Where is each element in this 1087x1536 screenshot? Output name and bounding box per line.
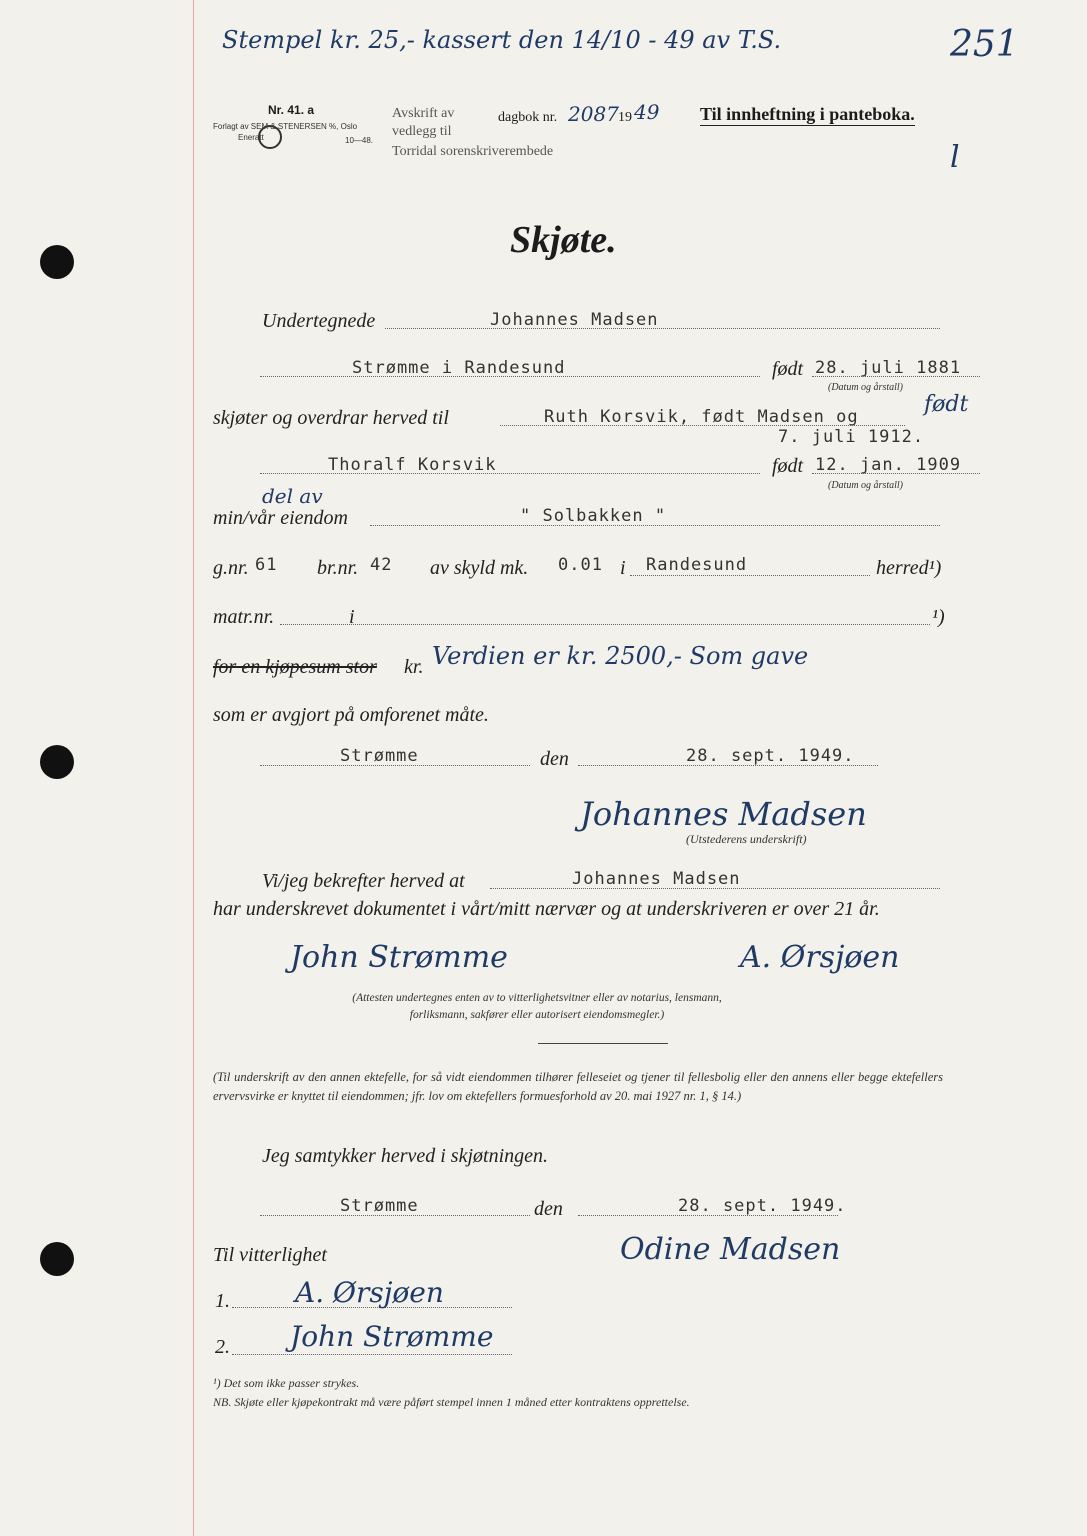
dagbok-year: 49 xyxy=(634,100,660,124)
dotted-line xyxy=(232,1354,512,1355)
grantee-fodt-handwritten: født xyxy=(924,392,969,417)
brnr-value: 42 xyxy=(370,555,393,575)
grantor-birth: 28. juli 1881 xyxy=(815,358,962,378)
footnote-2: NB. Skjøte eller kjøpekontrakt må være påført stempel innen 1 måned etter kontraktens opprettelse. xyxy=(213,1395,690,1409)
spouse-date: 28. sept. 1949. xyxy=(678,1196,847,1216)
spouse-place: Strømme xyxy=(340,1196,419,1216)
dotted-line xyxy=(490,888,940,889)
witness-signature-1: John Strømme xyxy=(290,940,508,975)
grantor-signature: Johannes Madsen xyxy=(580,795,867,833)
dotted-line xyxy=(385,328,940,329)
witness-number-2: 2. xyxy=(215,1336,230,1358)
undertegnede-label: Undertegnede xyxy=(262,310,376,332)
dotted-line xyxy=(280,624,930,625)
datum-caption: (Datum og årstall) xyxy=(828,382,903,393)
fodt-label: født xyxy=(772,358,804,380)
stamp-vedlegg: vedlegg til xyxy=(392,124,452,139)
herred-label: herred¹) xyxy=(876,557,942,579)
attest-name: Johannes Madsen xyxy=(572,869,741,889)
dotted-line xyxy=(812,473,980,474)
dotted-line xyxy=(260,376,760,377)
margin-mark: l xyxy=(950,140,960,175)
signature-caption: (Utstederens underskrift) xyxy=(686,832,807,846)
publisher-line: Forlagt av SEM & STENERSEN %, Oslo xyxy=(213,122,358,131)
attest-statement: har underskrevet dokumentet i vårt/mitt nærvær og at underskriveren er over 21 år. xyxy=(213,898,880,920)
i-label: i xyxy=(620,557,626,579)
publisher-date: 10—48. xyxy=(345,136,374,145)
stamp-avskrift: Avskrift av xyxy=(392,106,455,121)
dagbok-year-prefix: 19 xyxy=(618,110,632,125)
page-number: 251 xyxy=(950,24,1019,65)
grantee2-birth: 12. jan. 1909 xyxy=(815,455,962,475)
grantor-name: Johannes Madsen xyxy=(490,310,659,330)
gnr-value: 61 xyxy=(255,555,278,575)
punch-hole xyxy=(40,745,74,779)
spouse-witness-1-signature: A. Ørsjøen xyxy=(295,1276,444,1309)
skyld-label: av skyld mk. xyxy=(430,557,529,579)
matr-i-label: i xyxy=(349,606,355,628)
grantee-birth: 7. juli 1912. xyxy=(778,427,925,447)
til-vitterlighet: Til vitterlighet xyxy=(213,1244,327,1266)
spouse-witness-2-signature: John Strømme xyxy=(290,1320,494,1353)
dotted-line xyxy=(500,425,905,426)
attest-label: Vi/jeg bekrefter herved at xyxy=(262,870,465,892)
witness-number-1: 1. xyxy=(215,1290,230,1312)
brnr-label: br.nr. xyxy=(317,557,359,579)
dotted-line xyxy=(630,575,870,576)
grantee2-name: Thoralf Korsvik xyxy=(328,455,497,475)
kr-label: kr. xyxy=(404,656,424,678)
herred-name: Randesund xyxy=(646,555,748,575)
dotted-line xyxy=(260,765,530,766)
form-number: Nr. 41. a xyxy=(268,103,315,117)
punch-hole xyxy=(40,245,74,279)
spouse-signature: Odine Madsen xyxy=(620,1232,841,1267)
matr-sup: ¹) xyxy=(932,606,945,628)
publisher-logo-icon xyxy=(258,125,282,149)
document-title: Skjøte. xyxy=(510,219,617,261)
publisher-line-2: Eneratt xyxy=(238,133,264,142)
avgjort-text: som er avgjort på omforenet måte. xyxy=(213,704,489,726)
dagbok-number: 2087 xyxy=(568,102,619,126)
del-av-handwritten: del av xyxy=(262,484,323,508)
consent-text: Jeg samtykker herved i skjøtningen. xyxy=(262,1145,549,1167)
divider xyxy=(538,1043,668,1044)
dotted-line xyxy=(260,1215,530,1216)
signing-place: Strømme xyxy=(340,746,419,766)
spouse-note: (Til underskrift av den annen ektefelle, for så vidt eiendommen tilhører felleseiet og tjener til fellesbolig eller den annens eller begge ektefellers ervervsvirke er knyttet til eiendommen; jfr. lov om ektefellers formuesforhold av 20. mai 1927 nr. 1, § 14.) xyxy=(213,1070,943,1103)
datum-caption-2: (Datum og årstall) xyxy=(828,480,903,491)
skjoter-label: skjøter og overdrar herved til xyxy=(213,407,449,429)
grantee-line: Ruth Korsvik, født Madsen og xyxy=(544,407,859,427)
footnote-1: ¹) Det som ikke passer strykes. xyxy=(213,1376,360,1390)
dotted-line xyxy=(578,765,878,766)
den-label: den xyxy=(540,748,569,770)
dotted-line xyxy=(370,525,940,526)
dagbok-label: dagbok nr. xyxy=(498,110,558,125)
stamp-court: Torridal sorenskriverembede xyxy=(392,144,554,159)
property-name: " Solbakken " xyxy=(520,506,667,526)
dotted-line xyxy=(578,1215,838,1216)
signing-date: 28. sept. 1949. xyxy=(686,746,855,766)
witness-signature-2: A. Ørsjøen xyxy=(740,940,900,975)
grantor-address: Strømme i Randesund xyxy=(352,358,566,378)
gnr-label: g.nr. xyxy=(213,557,249,579)
handwritten-stamp-note: Stempel kr. 25,- kassert den 14/10 - 49 av T.S. xyxy=(222,26,782,54)
attest-caption: (Attesten undertegnes enten av to vitterlighetsvitner eller av notarius, lensmann, forliksmann, sakfører eller autorisert eiendomsmegler.) xyxy=(352,992,722,1021)
dotted-line xyxy=(812,376,980,377)
fodt-label-2: født xyxy=(772,455,804,477)
eiendom-label: min/vår eiendom xyxy=(213,507,348,529)
value-handwritten: Verdien er kr. 2500,- Som gave xyxy=(432,642,809,670)
dotted-line xyxy=(260,473,760,474)
binding-note: Til innheftning i panteboka. xyxy=(700,104,915,124)
matr-label: matr.nr. xyxy=(213,606,275,628)
skyld-value: 0.01 xyxy=(558,555,603,575)
kjopesum-struck: for en kjøpesum stor xyxy=(213,656,377,678)
punch-hole xyxy=(40,1242,74,1276)
margin-rule xyxy=(193,0,194,1536)
spouse-den-label: den xyxy=(534,1198,563,1220)
